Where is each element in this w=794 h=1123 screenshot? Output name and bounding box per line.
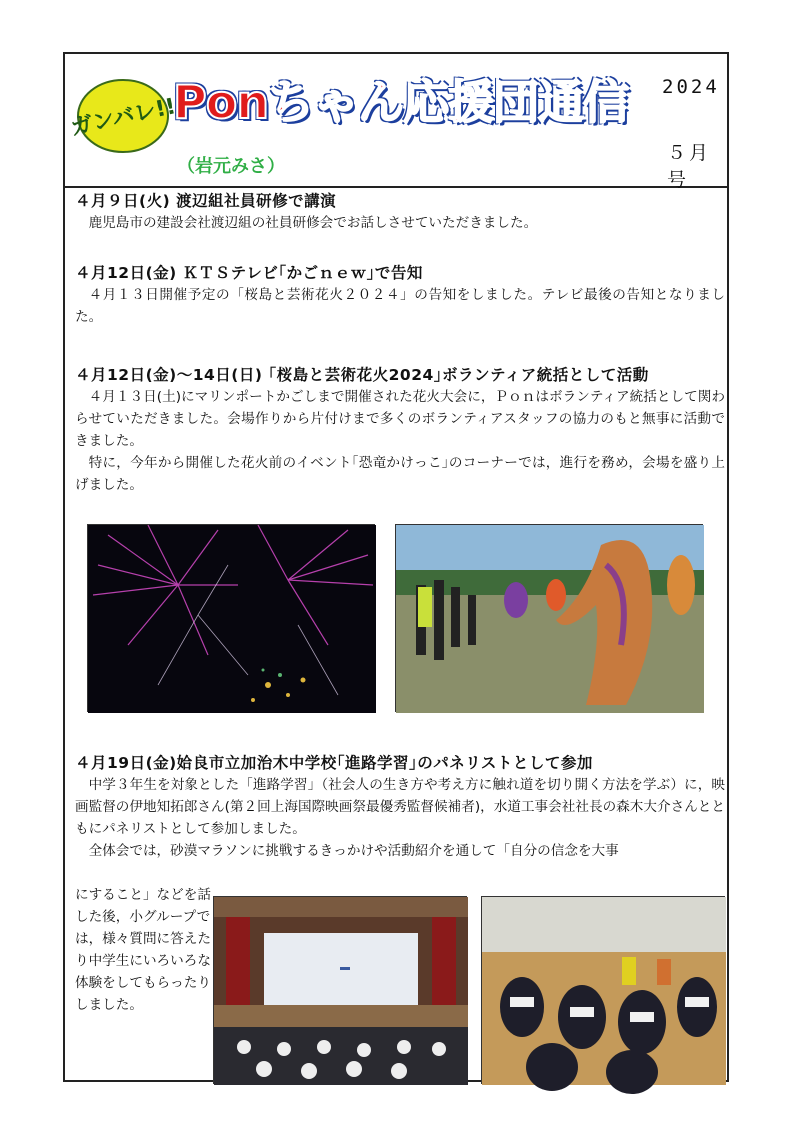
section-paragraph: ４月１３日(土)にマリンポートかごしまで開催された花火大会に，Ｐｏｎはボランティア統括として関わらせていただきました。会場作りから片付けまで多くのボランティアスタッフの協力のもと無事に活動できました。 <box>75 389 725 449</box>
section-heading: ４月12日(金) ＫＴＳテレビ｢かごｎｅｗ｣で告知 <box>75 264 423 282</box>
section-paragraph: 全体会では，砂漠マラソンに挑戦するきっかけや活動紹介を通して「自分の信念を大事 <box>88 843 619 859</box>
newsletter-frame <box>63 52 729 1082</box>
section-paragraph: 鹿児島市の建設会社渡辺組の社員研修会でお話しさせていただきました。 <box>88 215 538 231</box>
dinosaur-race-photo <box>395 524 703 712</box>
author-name: （岩元みさ） <box>177 156 285 177</box>
fireworks-photo <box>87 524 375 712</box>
newsletter-title: Ponちゃん応援団通信 <box>173 75 629 129</box>
section-3 <box>75 364 725 496</box>
section-1 <box>75 190 725 234</box>
section-heading: ４月19日(金)姶良市立加治木中学校｢進路学習｣のパネリストとして参加 <box>75 754 593 772</box>
section-2 <box>75 262 725 328</box>
section-heading: ４月９日(火) 渡辺組社員研修で講演 <box>75 192 337 210</box>
svg-text:ガンバレ!!: ガンバレ!! <box>68 94 179 141</box>
section-paragraph: 特に，今年から開催した花火前のイベント｢恐竜かけっこ｣のコーナーでは，進行を務め，会場を盛り上げました。 <box>75 455 725 493</box>
small-group-photo <box>481 896 725 1084</box>
school-assembly-photo <box>213 896 467 1084</box>
ganbare-badge <box>68 76 179 156</box>
section-paragraph: 中学３年生を対象とした「進路学習」（社会人の生き方や考え方に触れ道を切り開く方法を学ぶ）に，映画監督の伊地知拓郎さん(第２回上海国際映画祭最優秀監督候補者)，水道工事会社社長の森木大介さんとともにパネリストとして参加しました。 <box>75 777 725 837</box>
section-4 <box>75 752 725 1013</box>
issue-month: ５月号 <box>667 142 712 191</box>
newsletter-header <box>65 54 727 191</box>
section-side-text: にすること」などを話した後，小グループでは，様々質問に答えたり中学生にいろいろな体験をしてもらったりしました。 <box>75 887 211 1013</box>
section-paragraph: ４月１３日開催予定の「桜島と芸術花火２０２４」の告知をしました。テレビ最後の告知となりました。 <box>75 287 725 325</box>
issue-year: 2024 <box>662 76 720 98</box>
section-heading: ４月12日(金)～14日(日) ｢桜島と芸術花火2024｣ボランティア統括として活動 <box>75 366 649 384</box>
